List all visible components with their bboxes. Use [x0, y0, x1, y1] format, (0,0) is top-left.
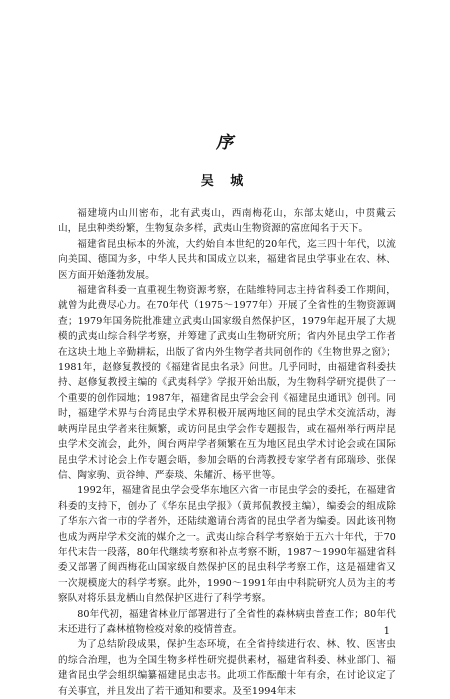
paragraph: 1992年，福建省昆虫学会受华东地区六省一市昆虫学会的委托，在福建省科委的支持下，创办了《华东昆虫学报》（黄邦侃教授主编），编委会的组成除了华东六省一市的学者外，还陆续邀请台湾省的昆虫学者为编委。因此该刊物也成为两岸学术交流的媒介之一。武夷山综合科学考察始于五六十年代，于70年代末告一段落，80年代继续考察和补点考察不断，1987～1990年福建省科委又部署了闽西梅花山国家级自然保护区的昆虫科学考察工作，这是福建省又一次规模庞大的科学考察。此外，1990～1991年由中科院研究人员为主的考察队对将乐县龙栖山自然保护区进行了科学考察。 — [58, 485, 396, 605]
preface-body — [58, 206, 396, 699]
page-title: 序 — [216, 133, 234, 153]
paragraph: 福建境内山川密布，北有武夷山，西南梅花山，东部太姥山，中贯戴云山，昆虫种类纷繁，生物复杂多样，武夷山生物资源的富庶闻名于天下。 — [58, 208, 396, 235]
page-number: 1 — [383, 626, 390, 637]
paragraph: 福建省昆虫标本的外流，大约始自本世纪的20年代，迄三四十年代，以流向美国、德国为多，中华人民共和国成立以来，福建省昆虫学事业在农、林、医方面开始蓬勃发展。 — [58, 238, 396, 281]
paragraph: 为了总结阶段成果，保护生态环境，在全省持续进行农、林、牧、医害虫的综合治理，也为全国生物多样性研究提供素材，福建省科委、林业部门、福建省昆虫学会组织编纂福建昆虫志书。此项工作酝酿十年有余，在讨论议定了有关事宜，并且发出了若干通知和要求。及至1994年末 — [58, 639, 396, 697]
author-name: 吴 城 — [200, 174, 250, 189]
paragraph: 80年代初，福建省林业厅部署进行了全省性的森林病虫普查工作；80年代末还进行了森林植物检疫对象的疫情普查。 — [58, 608, 396, 635]
paragraph: 福建省科委一直重视生物资源考察，在陆维特同志主持省科委工作期间，就曾为此费尽心力。在70年代（1975～1977年）开展了全省性的生物资源调查；1979年国务院批准建立武夷山国家级自然保护区，1979年起开展了大规模的武夷山综合科学考察，并筹建了武夷山生物研究所；省内外昆虫学工作者在这块土地上辛勤耕耘，出版了省内外生物学者共同创作的《生物世界之窗》；1981年，赵修复教授的《福建省昆虫名录》问世。几乎同时，由福建省科委扶持、赵修复教授主编的《武夷科学》学报开始出版，为生物科学研究提供了一个重要的创作园地；1987年，福建省昆虫学会会刊《福建昆虫通讯》创刊。同时，福建学术界与台湾昆虫学术界积极开展两地区间的昆虫学术交流活动，海峡两岸昆虫学者来往频繁，或访问昆虫学会作专题报告，或在福州举行两岸昆虫学术交流会，此外，闽台两岸学者频繁在互为地区昆虫学术讨论会或在国际昆虫学术讨论会上作专题会晤，参加会晤的台湾教授专家学者有邱瑞珍、张保信、陶家驹、贡谷绅、严泰琰、朱耀沂、杨平世等。 — [58, 285, 396, 481]
